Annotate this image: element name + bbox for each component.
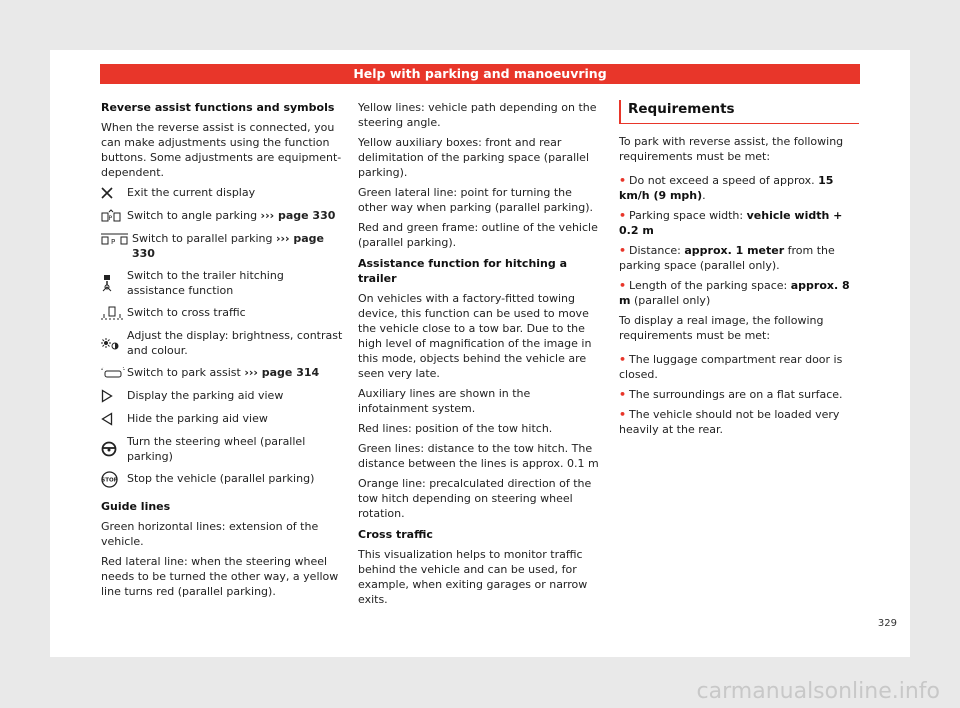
function-row bbox=[101, 411, 343, 427]
section-title-functions: Reverse assist functions and symbols bbox=[101, 101, 335, 114]
requirement-item: • The vehicle should not be loaded very heavily at the rear. bbox=[619, 408, 840, 436]
function-row bbox=[101, 434, 343, 464]
svg-text:P: P bbox=[111, 238, 116, 245]
requirement-item: • The luggage compartment rear door is closed. bbox=[619, 353, 843, 381]
paragraph: Red lines: position of the tow hitch. bbox=[358, 422, 553, 435]
function-label: Switch to parallel parking bbox=[132, 232, 273, 245]
section-title-hitch: Assistance function for hitching a trailer bbox=[358, 257, 567, 285]
function-label: Exit the current display bbox=[127, 186, 256, 199]
column-middle bbox=[358, 100, 603, 612]
bullet-icon: • bbox=[619, 209, 627, 222]
page-link[interactable]: ››› page 314 bbox=[244, 366, 320, 379]
paragraph: Red and green frame: outline of the vehicle (parallel parking). bbox=[358, 221, 598, 249]
brightness-icon bbox=[101, 328, 127, 358]
bullet-icon: • bbox=[619, 408, 627, 421]
requirement-item: • Distance: approx. 1 meter from the parking space (parallel only). bbox=[619, 244, 835, 272]
function-label: Switch to park assist bbox=[127, 366, 241, 379]
function-label: Switch to angle parking bbox=[127, 209, 258, 222]
paragraph: On vehicles with a factory-fitted towing device, this function can be used to move the vehicle close to a tow bar. Due to the high level of magnification of the image in this mode, objects behind the vehicle are seen very late. bbox=[358, 292, 592, 380]
function-label: Turn the steering wheel (parallel parking) bbox=[127, 435, 306, 463]
paragraph: Auxiliary lines are shown in the infotainment system. bbox=[358, 387, 531, 415]
function-row bbox=[101, 231, 343, 261]
stop-icon bbox=[101, 471, 127, 487]
close-icon bbox=[101, 185, 127, 201]
park-assist-icon bbox=[101, 365, 127, 381]
function-label: Switch to cross traffic bbox=[127, 306, 246, 319]
bullet-icon: • bbox=[619, 244, 627, 257]
function-label: Display the parking aid view bbox=[127, 389, 284, 402]
requirement-item: • Parking space width: vehicle width + 0.2 m bbox=[619, 209, 843, 237]
requirement-item: • The surroundings are on a flat surface. bbox=[619, 388, 843, 401]
page-number: 329 bbox=[877, 618, 897, 629]
requirements-intro: To park with reverse assist, the following requirements must be met: bbox=[619, 135, 844, 163]
section-title-cross-traffic: Cross traffic bbox=[358, 528, 433, 541]
requirements-intro-2: To display a real image, the following requirements must be met: bbox=[619, 314, 824, 342]
function-row bbox=[101, 305, 343, 321]
function-label: Stop the vehicle (parallel parking) bbox=[127, 472, 315, 485]
paragraph: This visualization helps to monitor traffic behind the vehicle and can be used, for example, when exiting garages or narrow exits. bbox=[358, 548, 588, 606]
guide-text: Green horizontal lines: extension of the vehicle. bbox=[101, 520, 319, 548]
column-right bbox=[619, 100, 859, 442]
intro-text: When the reverse assist is connected, you can make adjustments using the function buttons. Some adjustments are equipment-dependent. bbox=[101, 121, 342, 179]
hide-triangle-icon bbox=[101, 411, 127, 427]
manual-page bbox=[50, 50, 910, 657]
bullet-icon: • bbox=[619, 279, 627, 292]
function-row bbox=[101, 268, 343, 298]
requirement-item: • Do not exceed a speed of approx. 15 km/h (9 mph). bbox=[619, 174, 834, 202]
trailer-hitch-icon bbox=[101, 268, 127, 298]
function-row bbox=[101, 185, 343, 201]
cross-traffic-icon bbox=[101, 305, 127, 321]
function-row bbox=[101, 208, 343, 224]
bullet-icon: • bbox=[619, 388, 627, 401]
function-row bbox=[101, 471, 343, 487]
function-label: Hide the parking aid view bbox=[127, 412, 268, 425]
watermark: carmanualsonline.info bbox=[696, 679, 940, 704]
angle-parking-icon bbox=[101, 208, 127, 224]
show-triangle-icon bbox=[101, 388, 127, 404]
page-header: Help with parking and manoeuvring bbox=[100, 64, 860, 84]
column-left bbox=[101, 100, 343, 604]
bullet-icon: • bbox=[619, 353, 627, 366]
requirements-title: Requirements bbox=[619, 100, 859, 124]
page-link[interactable]: ››› page 330 bbox=[260, 209, 336, 222]
svg-text:STOP: STOP bbox=[101, 477, 118, 484]
paragraph: Yellow lines: vehicle path depending on the steering angle. bbox=[358, 101, 597, 129]
paragraph: Green lateral line: point for turning the other way when parking (parallel parking). bbox=[358, 186, 593, 214]
paragraph: Orange line: precalculated direction of the tow hitch depending on steering wheel rotation. bbox=[358, 477, 592, 520]
requirement-item: • Length of the parking space: approx. 8 m (parallel only) bbox=[619, 279, 850, 307]
function-label: Switch to the trailer hitching assistance function bbox=[127, 269, 284, 297]
function-row bbox=[101, 388, 343, 404]
paragraph: Yellow auxiliary boxes: front and rear delimitation of the parking space (parallel parking). bbox=[358, 136, 590, 179]
paragraph: Green lines: distance to the tow hitch. The distance between the lines is approx. 0.1 m bbox=[358, 442, 599, 470]
function-label: Adjust the display: brightness, contrast and colour. bbox=[127, 329, 343, 357]
function-row bbox=[101, 365, 343, 381]
page-link[interactable]: ››› page 330 bbox=[132, 232, 325, 260]
steering-wheel-icon bbox=[101, 434, 127, 464]
section-title-guide-lines: Guide lines bbox=[101, 500, 171, 513]
parallel-parking-icon bbox=[101, 231, 132, 247]
svg-text:P: P bbox=[108, 215, 113, 222]
bullet-icon: • bbox=[619, 174, 627, 187]
function-row bbox=[101, 328, 343, 358]
guide-text: Red lateral line: when the steering wheel needs to be turned the other way, a yellow line turns red (parallel parking). bbox=[101, 555, 339, 598]
